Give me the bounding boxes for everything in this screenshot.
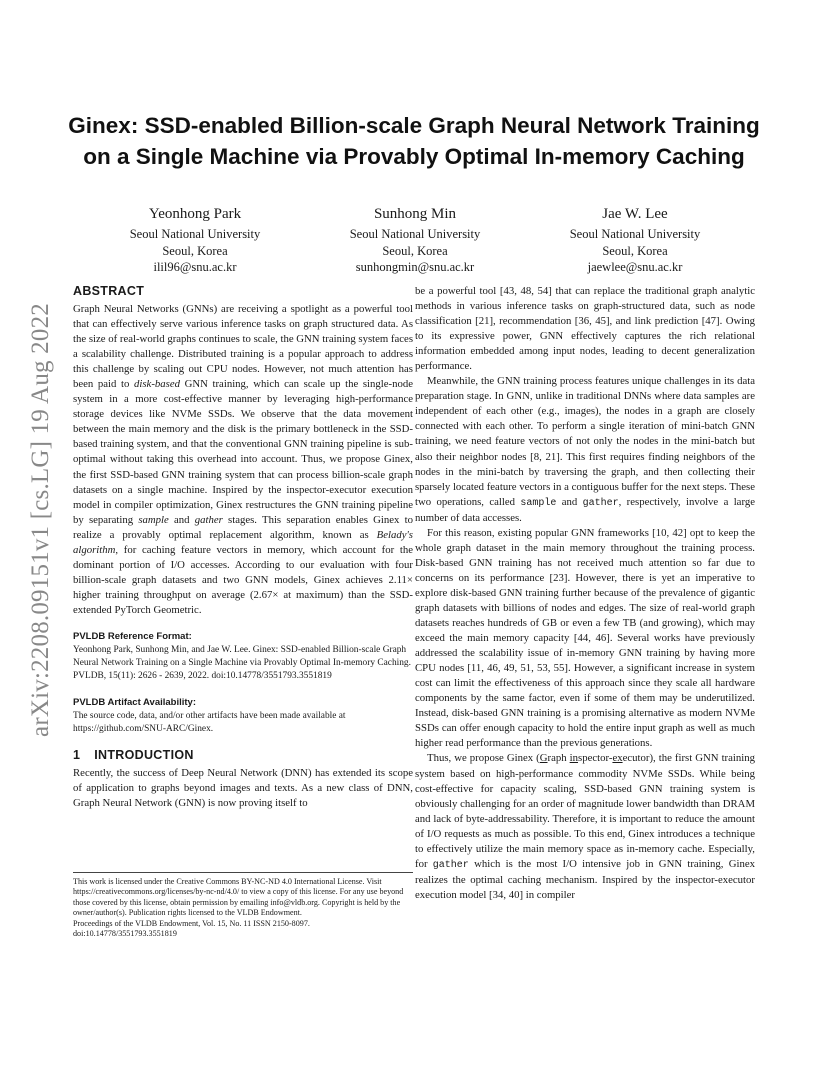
introduction-heading: 1 INTRODUCTION bbox=[73, 748, 194, 762]
author-name: Jae W. Lee bbox=[602, 206, 668, 222]
license-footnote bbox=[73, 872, 413, 939]
author-2 bbox=[310, 205, 520, 276]
author-1 bbox=[90, 205, 300, 276]
author-block bbox=[90, 205, 740, 276]
introduction-paragraph: Recently, the success of Deep Neural Network (DNN) has extended its scope of application to graphs beyond images and texts. As a new class of DNN, Graph Neural Network (GNN) is now proving itself to bbox=[73, 767, 413, 810]
artifact-text: The source code, data, and/or other artifacts have been made available at https://github.com/SNU-ARC/Ginex. bbox=[73, 710, 346, 734]
left-column bbox=[73, 283, 413, 811]
arxiv-stamp bbox=[24, 280, 58, 760]
author-email: sunhongmin@snu.ac.kr bbox=[355, 260, 475, 274]
reference-format-text: Yeonhong Park, Sunhong Min, and Jae W. Lee. Ginex: SSD-enabled Billion-scale Graph Neural Network Training on a Single Machine via Provably Optimal In-memory Caching. PVLDB, 15(11): 2626 - 2639, 2022. doi:10.14778/3551793.3551819 bbox=[73, 644, 411, 682]
arxiv-stamp-text: arXiv:2208.09151v1 [cs.LG] 19 Aug 2022 bbox=[27, 303, 55, 737]
author-email: jaewlee@snu.ac.kr bbox=[587, 260, 683, 274]
abstract-heading: ABSTRACT bbox=[73, 284, 145, 298]
paper-title: Ginex: SSD-enabled Billion-scale Graph Neural Network Training on a Single Machine via Provably Optimal In-memory Caching bbox=[68, 113, 760, 169]
right-column bbox=[415, 284, 755, 903]
author-location: Seoul, Korea bbox=[162, 243, 228, 258]
author-email: ilil96@snu.ac.kr bbox=[153, 260, 237, 274]
doi-text: doi:10.14778/3551793.3551819 bbox=[73, 929, 177, 939]
body-paragraph: For this reason, existing popular GNN frameworks [10, 42] opt to keep the whole graph dataset in the main memory throughout the training process. Disk-based GNN training has not received much attention so far due to concerns on its performance [23]. However, there is yet an imperative to explore disk-based GNN training further because of the prevalence of gigantic graph datasets with billions of nodes and edges. The size of real-world graph datasets reaches hundreds of GB or even a few TB (and growing), which may exceed the main memory capacity [44, 46]. Several works have previously addressed the scalability issue of in-memory GNN training by having more CPU nodes [11, 46, 49, 51, 53, 55]. However, a significant increase in system cost can limit the effectiveness of this approach since they scale all hardware components by the same factor, even if some of them may be underutilized. Instead, disk-based GNN training is a promising alternative as modern NVMe SSDs can offer enough capacity to hold the entire input graph as well as much higher read performance than the previous generations. bbox=[415, 526, 755, 750]
abstract-paragraph: Graph Neural Networks (GNNs) are receiving a spotlight as a powerful tool that can effectively serve various inference tasks on graph structured data. As the size of real-world graphs continues to scale, the GNN training system faces a scalability challenge. Distributed training is a popular approach to address this challenge by scaling out CPU nodes. However, not much attention has been paid to disk-based GNN training, which can scale up the single-node system in a more cost-effective manner by leveraging high-performance storage devices like NVMe SSDs. We observe that the data movement between the main memory and the disk is the primary bottleneck in the SSD-based training system, and that the conventional GNN training pipeline is sub-optimal without taking this overhead into account. Thus, we propose Ginex, the first SSD-based GNN training system that can process billion-scale graph datasets on a single machine. Inspired by the inspector-executor execution model in compiler optimization, Ginex restructures the GNN training pipeline by separating sample and gather stages. This separation enables Ginex to realize a provably optimal replacement algorithm, known as Belady's algorithm, for caching feature vectors in memory, which account for the dominant portion of I/O accesses. According to our evaluation with four billion-scale graph datasets and two GNN models, Ginex achieves 2.11× higher training throughput on average (2.67× at maximum) than the SSD-extended PyTorch Geometric. bbox=[73, 303, 414, 616]
author-name: Yeonhong Park bbox=[148, 206, 242, 222]
author-affiliation: Seoul National University bbox=[349, 227, 481, 241]
proceedings-text: Proceedings of the VLDB Endowment, Vol. 15, No. 11 ISSN 2150-8097. bbox=[73, 918, 310, 928]
author-3 bbox=[530, 205, 740, 276]
author-name: Sunhong Min bbox=[373, 206, 457, 222]
license-text: This work is licensed under the Creative Commons BY-NC-ND 4.0 International License. Visit https://creativecommons.org/licenses/by-nc-nd/4.0/ to view a copy of this license. For any use beyond those covered by this license, obtain permission by emailing info@vldb.org. Copyright is held by the owner/author(s). Publication rights licensed to the VLDB Endowment. bbox=[73, 877, 404, 918]
author-affiliation: Seoul National University bbox=[569, 227, 701, 241]
author-affiliation: Seoul National University bbox=[129, 227, 261, 241]
reference-format-heading: PVLDB Reference Format: bbox=[73, 630, 192, 642]
author-location: Seoul, Korea bbox=[602, 243, 668, 258]
body-paragraph: be a powerful tool [43, 48, 54] that can replace the traditional graph analytic methods in various inference tasks on graph-structured data, such as node classification [21], recommendation [36, 45], and link prediction [47]. Owing to its expressive power, GNN effectively captures the rich relational information embedded among input nodes, leading to decent generalization performance. bbox=[415, 285, 755, 373]
author-location: Seoul, Korea bbox=[382, 243, 448, 258]
body-paragraph: Thus, we propose Ginex (Graph inspector-executor), the first GNN training system based on high-performance commodity NVMe SSDs. While being cost-effective for capacity scaling, SSD-based GNN training system is obviously challenging for an order of magnitude lower bandwidth than DRAM and lack of byte-addressability. Therefore, it is important to reduce the amount of I/O requests as much as possible. To this end, Ginex introduces a technique to effectively utilize the main memory space as in-memory cache. Especially, for gather which is the most I/O intensive job in GNN training, Ginex realizes the optimal caching mechanism. Inspired by the inspector-executor execution model [34, 40] in compiler bbox=[415, 752, 756, 901]
body-paragraph: Meanwhile, the GNN training process features unique challenges in its data preparation stage. In GNN, unlike in traditional DNNs where data samples are independent of each other (e.g., images), the nodes in a graph are closely connected with each other. To perform a single iteration of mini-batch GNN training, we need feature vectors of not only the nodes in the mini-batch but also their neighbor nodes [8, 21]. This first requires finding neighbors of the nodes in the mini-batch by traversing the graph, and then collecting their sparsely located feature vectors in a contiguous buffer for the next steps. These two operations, called sample and gather, respectively, involve a large number of data accesses. bbox=[415, 375, 755, 524]
artifact-heading: PVLDB Artifact Availability: bbox=[73, 696, 196, 708]
